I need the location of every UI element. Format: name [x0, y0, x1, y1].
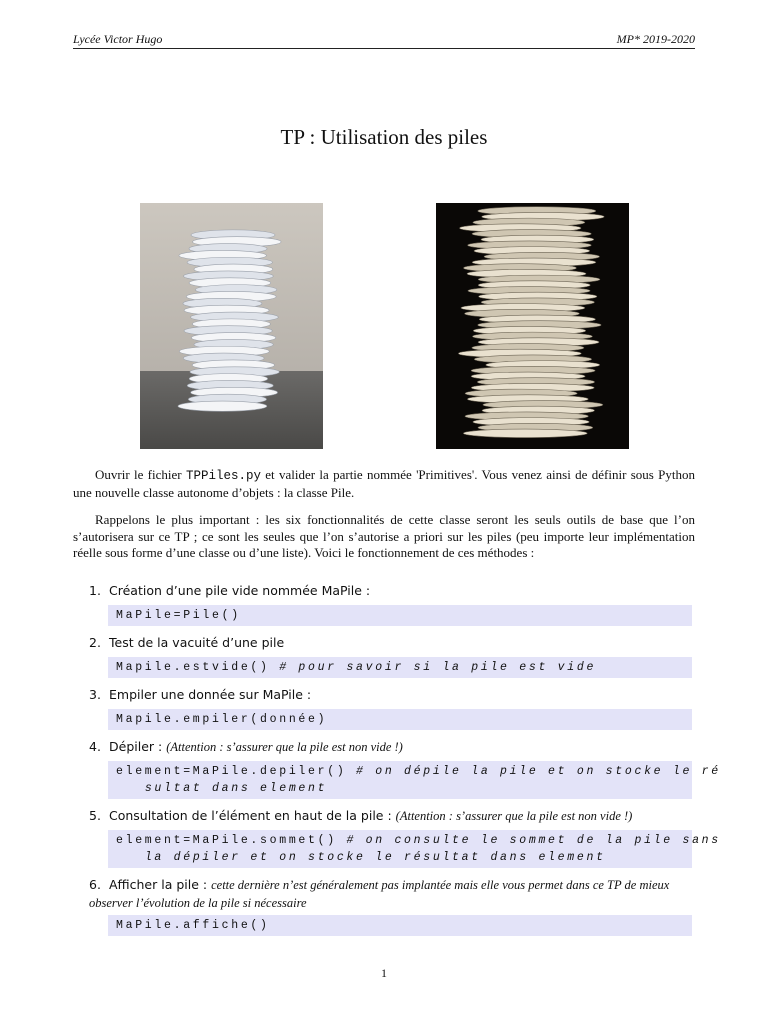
item-number: 2.: [89, 635, 101, 650]
page-title: TP : Utilisation des piles: [280, 125, 488, 149]
item-label: Test de la vacuité d’une pile: [109, 635, 285, 650]
header-school: Lycée Victor Hugo: [73, 32, 163, 46]
methods-text: Rappelons le plus important : les six fonctionnalités de cette classe seront les seuls outils de base que l’on s’autorisera sur ce TP ; ce sont les seules que l’on s’autorise a priori sur les piles (peu importe leur implémentation réelle sous forme d’une classe ou d’une liste). Voici le fonctionnement de ces méthodes :: [73, 512, 695, 560]
intro-text-before: Ouvrir le fichier: [95, 467, 186, 482]
file-name: TPPiles.py: [185, 469, 261, 483]
code-comment: # on dépile la pile et on stocke le ré: [356, 765, 721, 778]
list-item: [89, 808, 695, 824]
code-block: [108, 709, 692, 730]
item-note: (Attention : s’assurer que la pile est non vide !): [166, 740, 403, 754]
code-text: MaPile.affiche(): [116, 919, 270, 932]
item-note: (Attention : s’assurer que la pile est non vide !): [395, 809, 633, 823]
item-label: Afficher la pile :: [109, 877, 208, 892]
code-continuation: [116, 782, 145, 795]
item-number: 4.: [89, 739, 101, 754]
plate: [178, 401, 267, 411]
item-number: 6.: [89, 877, 101, 892]
code-text: element=MaPile.sommet(): [116, 834, 347, 847]
code-block: [108, 830, 721, 868]
code-comment: # pour savoir si la pile est vide: [279, 661, 597, 674]
code-text: Mapile.estvide(): [116, 661, 280, 674]
code-text: Mapile.empiler(donnée): [116, 713, 328, 726]
item-label: Création d’une pile vide nommée MaPile :: [109, 583, 371, 598]
list-item: [89, 687, 695, 702]
header-class-year: MP* 2019-2020: [616, 32, 695, 46]
plate: [463, 429, 587, 438]
list-item: [89, 876, 695, 912]
code-text: MaPile=Pile(): [116, 609, 241, 622]
code-block: [108, 915, 692, 936]
code-block: [108, 761, 721, 799]
list-item: [89, 739, 695, 755]
plate-stack-photo-left: [140, 203, 323, 449]
item-number: 5.: [89, 808, 101, 823]
item-number: 1.: [89, 583, 101, 598]
code-comment: la dépiler et on stocke le résultat dans element: [144, 851, 606, 864]
item-note: cette dernière n’est généralement pas implantée mais elle vous permet dans ce TP de mieux observer l’évolution de la pile si nécessaire: [89, 878, 670, 910]
intro-text-after: et valider la partie nommée 'Primitives'. Vous venez ainsi de définir sous Python une nouvelle classe autonome d’objets : la classe Pile.: [73, 467, 695, 500]
code-block: [108, 657, 692, 678]
item-label: Dépiler :: [109, 739, 163, 754]
intro-paragraph: [73, 467, 695, 501]
code-block: [108, 605, 692, 626]
item-label: Empiler une donnée sur MaPile :: [109, 687, 312, 702]
page-number: 1: [381, 966, 387, 980]
code-continuation: [116, 851, 145, 864]
list-item: [89, 635, 695, 650]
page-header: [73, 30, 695, 49]
item-label: Consultation de l’élément en haut de la pile :: [109, 808, 392, 823]
code-text: element=MaPile.depiler(): [116, 765, 357, 778]
list-item: [89, 583, 695, 598]
code-comment: # on consulte le sommet de la pile sans: [346, 834, 721, 847]
item-number: 3.: [89, 687, 101, 702]
plate-stack-photo-right: [436, 203, 629, 449]
code-comment: sultat dans element: [144, 782, 328, 795]
methods-paragraph: [73, 512, 695, 562]
